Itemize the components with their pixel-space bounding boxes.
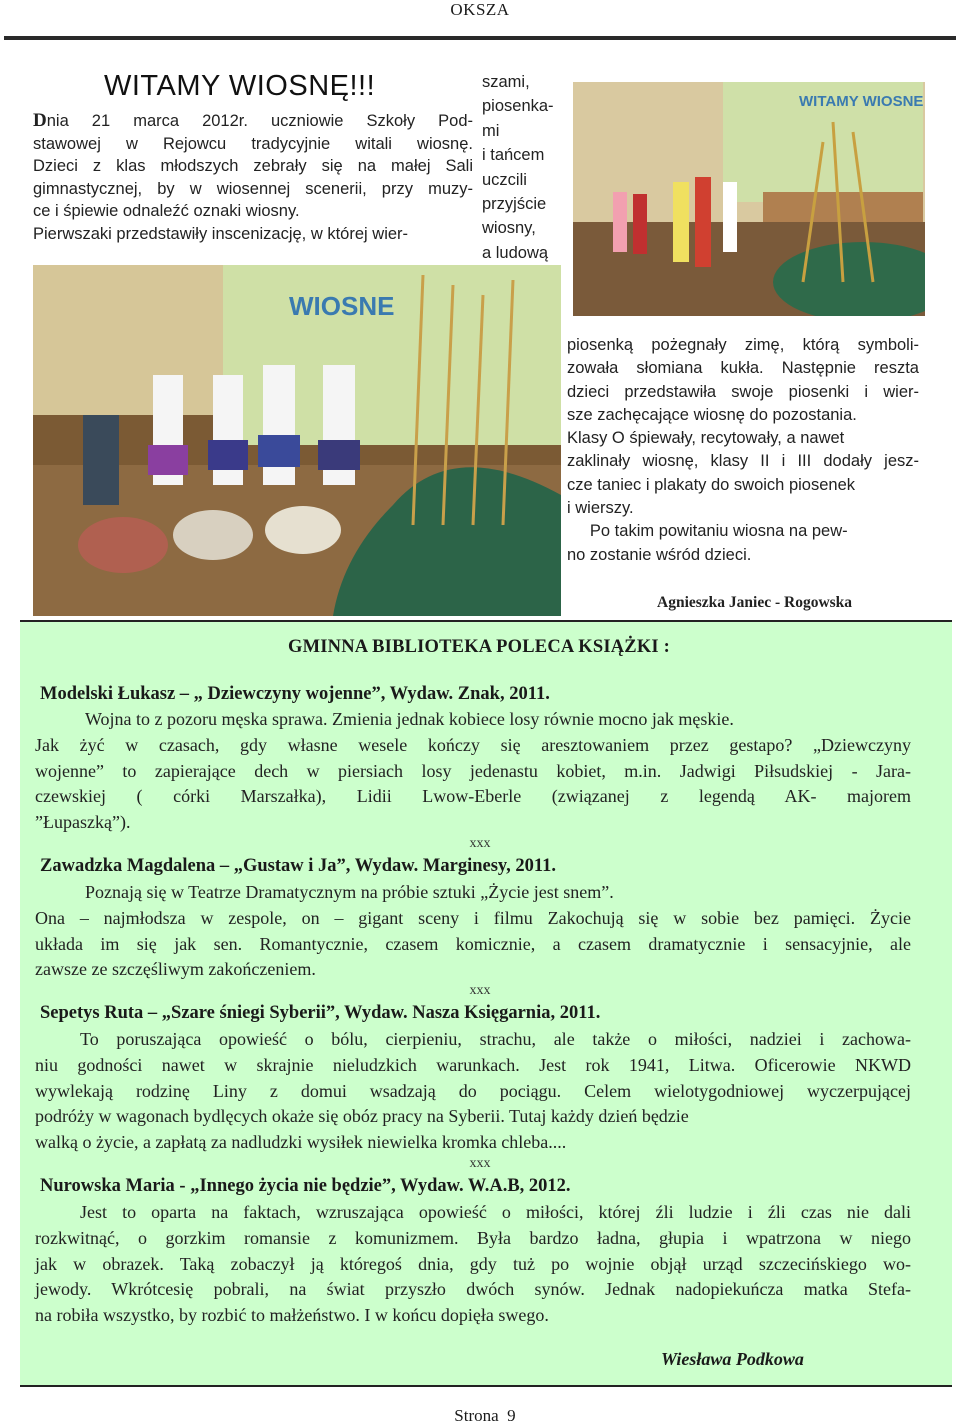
right-line: Klasy O śpiewały, recytowały, a nawet <box>567 429 845 448</box>
spring-celebration-photo-1 <box>573 82 925 316</box>
article-title: WITAMY WIOSNĘ!!! <box>104 70 376 102</box>
narrow-line: mi <box>482 121 500 140</box>
article-narrow-column <box>482 70 572 265</box>
book-line: jewody. Wkrótcesię pobrali, na świat przyszło dwóch synów. Jednak nadopiekuńcza matka Stefa- <box>35 1279 911 1300</box>
book-description-sepetys <box>35 1027 911 1156</box>
book-line: układa im się jak sen. Romantycznie, czasem komicznie, a czasem dramatycznie i sensacyjnie, ale <box>35 933 911 954</box>
book-heading-zawadzka: Zawadzka Magdalena – „Gustaw i Ja”, Wydaw. Marginesy, 2011. <box>40 856 556 876</box>
book-line: niu godności nawet w skrajnie nieludzkich warunkach. Jest rok 1941, Litwa. Oficerowie NKWD <box>35 1054 911 1075</box>
intro-line: Dzieci z klas młodszych zebrały się na małej Sali <box>33 157 473 175</box>
book-line: Wojna to z pozoru męska sprawa. Zmienia jednak kobiece losy równie mocno jak męskie. <box>85 709 734 729</box>
photo2-banner: WIOSNE <box>289 291 395 321</box>
photo1-banner: WITAMY WIOSNE <box>799 93 924 110</box>
article-intro <box>33 110 473 245</box>
narrow-line: uczcili <box>482 170 527 189</box>
book-line: Jest to oparta na faktach, wzruszająca opowieść o miłości, której źli ludzie i źli czas nie dali <box>80 1202 911 1222</box>
narrow-line: piosenka- <box>482 97 554 116</box>
right-line: no zostanie wśród dzieci. <box>567 545 752 564</box>
book-separator: xxx <box>469 983 491 998</box>
book-line: podróży w wagonach bydlęcych okaże się obóz pracy na Syberii. Tutaj każdy dzień będzie <box>35 1106 689 1127</box>
book-heading-sepetys: Sepetys Ruta – „Szare śniegi Syberii”, Wydaw. Nasza Księgarnia, 2011. <box>40 1003 601 1023</box>
footer-divider <box>20 1385 952 1387</box>
drop-cap: D <box>33 110 47 131</box>
right-line: Po takim powitaniu wiosna na pew- <box>567 522 848 541</box>
book-line: To poruszająca opowieść o bólu, cierpieniu, strachu, ale także o miłości, nadziei i zachowa- <box>80 1029 911 1049</box>
book-heading-modelski: Modelski Łukasz – „ Dziewczyny wojenne”, Wydaw. Znak, 2011. <box>40 684 550 704</box>
book-line: rozkwitnąć, o gorzkim romansie z komunizmem. Była bardzo ładna, głupia i wpatrzona w niego <box>35 1227 911 1248</box>
intro-line: stawowej w Rejowcu tradycyjnie witali wiosnę. <box>33 134 473 153</box>
narrow-line: przyjście <box>482 195 547 214</box>
book-description-zawadzka <box>35 880 911 983</box>
right-line: i wierszy. <box>567 499 634 518</box>
library-title: GMINNA BIBLIOTEKA POLECA KSIĄŻKI : <box>288 637 671 657</box>
book-separator: xxx <box>469 836 491 851</box>
page-number: Strona 9 <box>454 1406 516 1425</box>
right-line: piosenką pożegnały zimę, którą symboli- <box>567 336 919 354</box>
intro-line: Dnia 21 marca 2012r. uczniowie Szkoły Pod- <box>33 110 473 131</box>
book-heading-nurowska: Nurowska Maria - „Innego życia nie będzie”, Wydaw. W.A.B, 2012. <box>40 1176 571 1196</box>
book-line: zawsze ze szczęśliwym zakończeniem. <box>35 959 316 980</box>
book-line: Ona – najmłodsza w zespole, on – gigant sceny i filmu Zakochują się w sobie bez pamięci. Życie <box>35 907 911 928</box>
header-divider <box>4 36 956 40</box>
spring-celebration-photo-2 <box>33 265 561 616</box>
book-description-modelski <box>35 707 911 836</box>
book-line: Poznają się w Teatrze Dramatycznym na próbie sztuki „Życie jest snem”. <box>85 882 614 902</box>
right-line: zaklinały wiosnę, klasy II i III dodały jesz- <box>567 452 919 471</box>
intro-line: Pierwszaki przedstawiły inscenizację, w której wier- <box>33 224 409 243</box>
right-line: zowała słomiana kukła. Następnie reszta <box>567 359 919 378</box>
book-line: jak w obrazek. Taką zobaczył ją któregoś dnia, gdy tuż po wojnie objął urząd szczecińskiego wo- <box>35 1253 911 1274</box>
book-line: czewskiej ( córki Marszałka), Lidii Lwow-Eberle (związanej z legendą AK- majorem <box>35 786 911 807</box>
library-author: Wiesława Podkowa <box>661 1349 804 1369</box>
right-line: cze taniec i plakaty do swoich piosenek <box>567 475 855 494</box>
book-line: walką o życie, a zapłatą za nadludzki wysiłek niewielka kromka chleba.... <box>35 1132 567 1153</box>
intro-line: ce i śpiewie odnaleźć oznaki wiosny. <box>33 202 300 220</box>
book-line: ”Łupaszką”). <box>35 812 131 833</box>
book-line: wywlekają rodzinę Liny z domui wsadzają do pociągu. Celem wielotygodniowej wyczerpującej <box>35 1080 911 1101</box>
article-right-column <box>567 334 919 567</box>
narrow-line: a ludową <box>482 243 549 262</box>
magazine-title: OKSZA <box>450 0 510 19</box>
book-line: Jak żyć w czasach, gdy własne wesele kończy się aresztowaniem przez gestapo? „Dziewczyny <box>35 734 911 755</box>
book-line: na robiła wszystko, by rozbić to małżeństwo. I w końcu dopięła swego. <box>35 1305 549 1326</box>
narrow-line: szami, <box>482 73 530 91</box>
right-line: dzieci przedstawiła swoje piosenki i wier- <box>567 382 919 401</box>
narrow-line: wiosny, <box>482 219 536 238</box>
book-line: wojenne” to zapierające dech w piersiach losy jedenastu kobiet, m.in. Jadwigi Piłsudskiej - Jara- <box>35 760 911 781</box>
book-separator: xxx <box>469 1156 491 1171</box>
article-author: Agnieszka Janiec - Rogowska <box>657 594 853 611</box>
narrow-line: i tańcem <box>482 146 545 165</box>
book-description-nurowska <box>35 1200 911 1329</box>
right-line: sze zachęcające wiosnę do pozostania. <box>567 405 857 424</box>
intro-line: gimnastycznej, by w wiosennej scenerii, przy muzy- <box>33 179 473 198</box>
